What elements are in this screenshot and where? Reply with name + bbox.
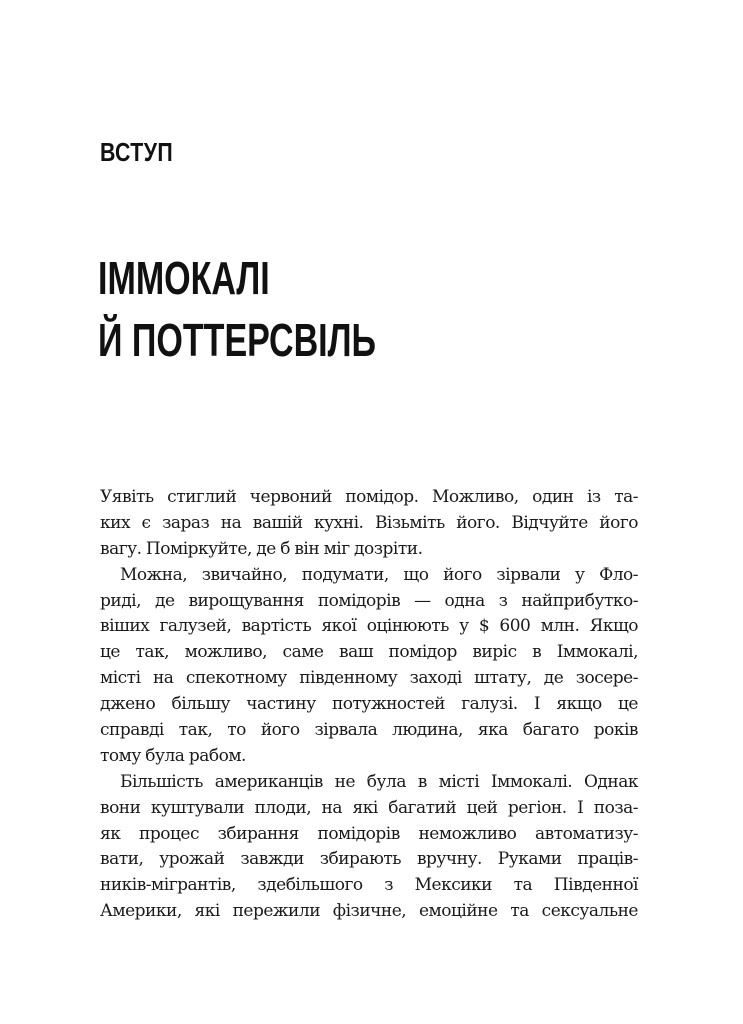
text-line: вати, урожай завжди збирають вручну. Руками праців-: [100, 849, 638, 870]
text-line: Уявіть стиглий червоний помідор. Можливо, один із та-: [100, 487, 638, 507]
text-line: справді так, то його зірвала людина, яка багато років: [100, 720, 638, 741]
text-line: риді, де вирощування помідорів — одна з найприбутко-: [100, 590, 638, 611]
chapter-title: [98, 247, 376, 371]
text-line: як процес збирання помідорів неможливо автоматизу-: [100, 823, 638, 844]
text-line: тому була рабом.: [100, 745, 246, 766]
text-line: місті на спекотному південному заході штату, де зосере-: [100, 668, 638, 689]
text-line: вони куштували плоди, на які багатий цей регіон. І поза-: [100, 797, 638, 818]
text-line: ників-мігрантів, здебільшого з Мексики та Південної: [100, 875, 638, 896]
text-line: віших галузей, вартість якої оцінюють у $ 600 млн. Якщо: [100, 616, 638, 637]
chapter-title-line-2: Й ПОТТЕРСВІЛЬ: [98, 314, 376, 366]
text-line: це так, можливо, саме ваш помідор виріс в Іммокалі,: [100, 642, 638, 663]
text-line: джено більшу частину потужностей галузі. І якщо це: [100, 694, 638, 715]
section-label: ВСТУП: [100, 137, 174, 167]
text-line: ких є зараз на вашій кухні. Візьміть його. Відчуйте його: [100, 512, 638, 533]
text-line: вагу. Поміркуйте, де б він міг дозріти.: [100, 538, 423, 559]
chapter-title-line-1: ІММОКАЛІ: [98, 252, 270, 304]
body-text: [100, 485, 638, 925]
text-line: Більшість американців не була в місті Іммокалі. Однак: [120, 771, 638, 792]
text-line: Можна, звичайно, подумати, що його зірвали у Фло-: [120, 564, 638, 585]
text-line: Америки, які пережили фізичне, емоційне та сексуальне: [100, 901, 638, 922]
